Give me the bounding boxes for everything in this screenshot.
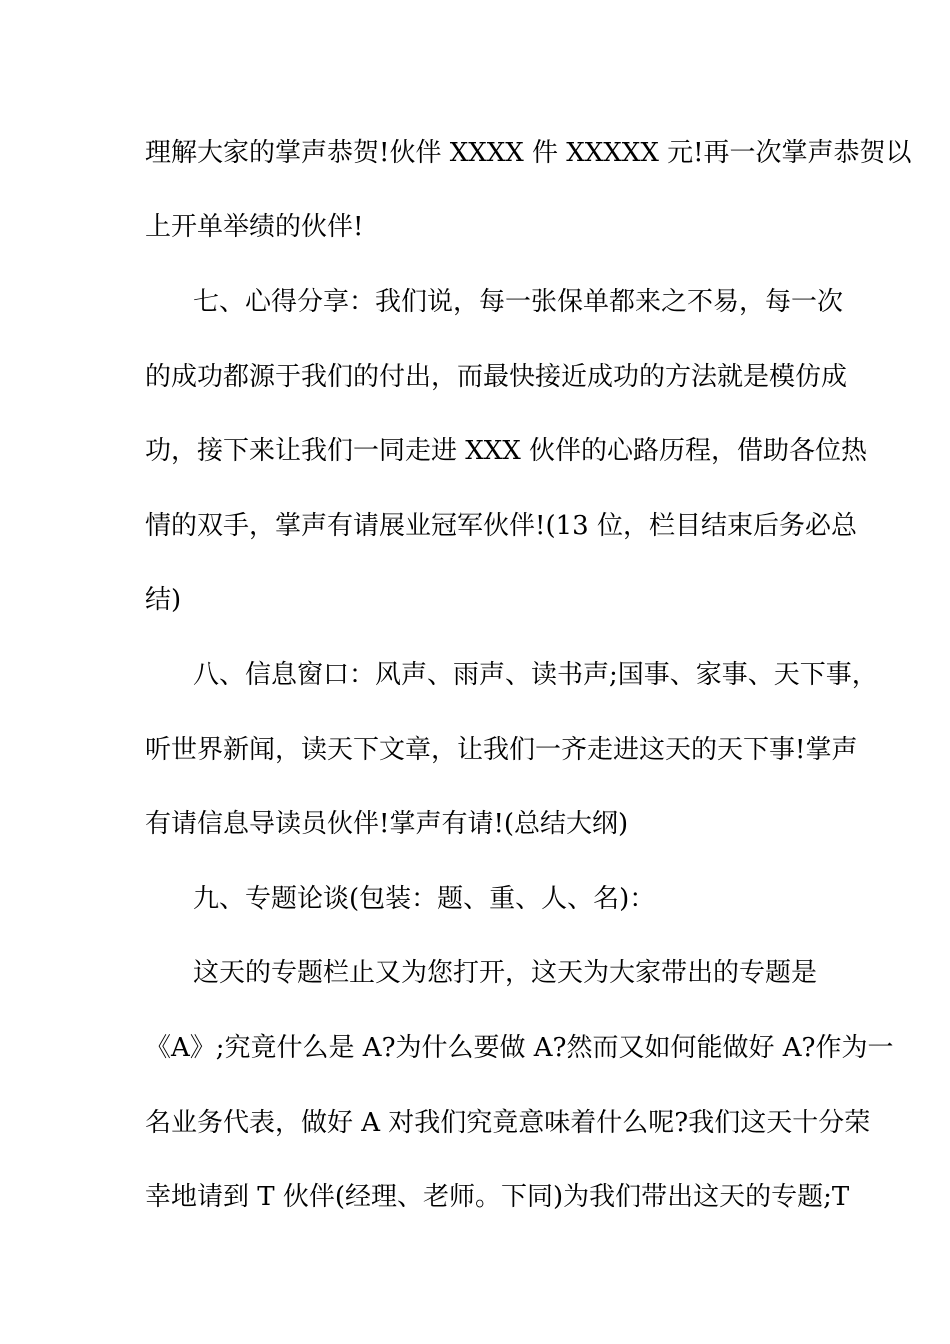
paragraph-line: 有请信息导读员伙伴!掌声有请!(总结大纲) (145, 809, 629, 839)
paragraph-line: 听世界新闻，读天下文章，让我们一齐走进这天的天下事!掌声 (145, 735, 858, 765)
paragraph-line: 《A》;究竟什么是 A?为什么要做 A?然而又如何能做好 A?作为一 (145, 1033, 894, 1063)
paragraph-line: 的成功都源于我们的付出，而最快接近成功的方法就是模仿成 (145, 362, 848, 392)
paragraph-line: 幸地请到 T 伙伴(经理、老师。下同)为我们带出这天的专题;T (145, 1182, 850, 1212)
paragraph-line: 理解大家的掌声恭贺!伙伴 XXXX 件 XXXXX 元!再一次掌声恭贺以 (145, 138, 912, 168)
paragraph-line: 结) (145, 585, 182, 615)
section-heading-7: 七、心得分享：我们说，每一张保单都来之不易，每一次 (193, 287, 844, 317)
paragraph-line: 这天的专题栏止又为您打开，这天为大家带出的专题是 (193, 958, 818, 988)
paragraph-line: 情的双手，掌声有请展业冠军伙伴!(13 位，栏目结束后务必总 (145, 511, 857, 541)
section-heading-9: 九、专题论谈(包装：题、重、人、名)： (193, 884, 656, 914)
paragraph-line: 名业务代表，做好 A 对我们究竟意味着什么呢?我们这天十分荣 (145, 1108, 871, 1138)
paragraph-line: 功，接下来让我们一同走进 XXX 伙伴的心路历程，借助各位热 (145, 436, 868, 466)
paragraph-line: 上开单举绩的伙伴! (145, 212, 364, 242)
section-heading-8: 八、信息窗口：风声、雨声、读书声;国事、家事、天下事， (193, 660, 878, 690)
